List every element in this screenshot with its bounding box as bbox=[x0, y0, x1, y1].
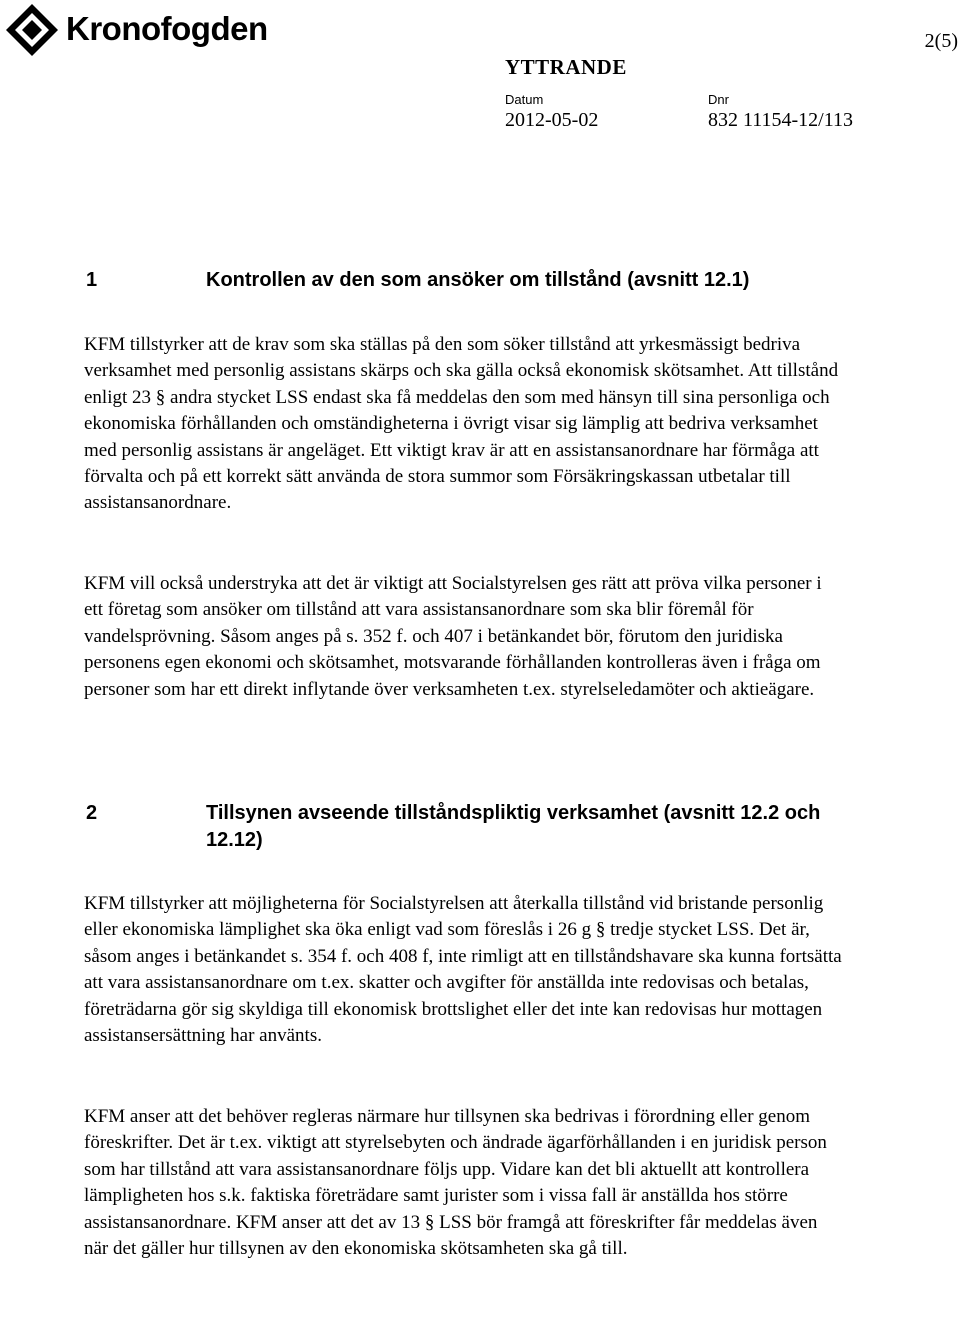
section-heading-2 bbox=[86, 800, 846, 854]
kronofogden-diamond-icon bbox=[4, 2, 60, 58]
date-value: 2012-05-02 bbox=[505, 109, 599, 131]
section-title: Tillsynen avseende tillståndspliktig verksamhet (avsnitt 12.2 och 12.12) bbox=[206, 802, 821, 851]
date-label: Datum bbox=[505, 92, 544, 107]
paragraph: KFM anser att det behöver regleras närmare hur tillsynen ska bedrivas i förordning eller genom föreskrifter. Det är t.ex. viktigt att styrelsebyten och ändrade ägarförhållanden i en juridisk person som har tillstånd att vara assistansanordnare följs upp. Vidare kan det bli aktuellt att kontrollera lämpligheten hos s.k. faktiska företrädare samt jurister som i vissa fall är anställda hos större assistansanordnare. KFM anser att det av 13 § LSS bör framgå att föreskrifter får meddelas även när det gäller hur tillsynen av den ekonomiska skötsamheten ska gå till. bbox=[84, 1106, 827, 1260]
paragraph: KFM tillstyrker att de krav som ska ställas på den som söker tillstånd att yrkesmässigt bedriva verksamhet med personlig assistans skärps och ska gälla också ekonomisk skötsamhet. Att tillstånd enligt 23 § andra stycket LSS endast ska få meddelas den som med hänsyn till sina personliga och ekonomiska förhållanden och omständigheterna i övrigt visar sig lämplig att bedriva verksamhet med personlig assistans är angeläget. Ett viktigt krav är att en assistansanordnare har förmåga att förvalta och på ett korrekt sätt använda de stora summor som Försäkringskassan utbetalar till assistansanordnare. bbox=[84, 334, 839, 514]
section-number: 1 bbox=[86, 269, 98, 291]
logo-text: Kronofogden bbox=[66, 10, 268, 47]
paragraph: KFM vill också understryka att det är viktigt att Socialstyrelsen ges rätt att pröva vilka personer i ett företag som ansöker om tillstånd att vara assistansanordnare som ska blir föremål för vandelsprövning. Såsom anges på s. 352 f. och 407 i betänkandet bör, förutom den juridiska personens egen ekonomi och skötsamhet, motsvarande förhållanden kontrolleras även i fråga om personer som har ett direkt inflytande över verksamheten t.ex. styrelseledamöter och aktieägare. bbox=[84, 573, 822, 700]
paragraph: KFM tillstyrker att möjligheterna för Socialstyrelsen att återkalla tillstånd vid bristande personlig eller ekonomiska lämplighet ska öka enligt vad som föreslås i 26 g § tredje stycket LSS. Det är, såsom anges i betänkandet s. 354 f. och 408 f, inte rimligt att en tillståndshavare ska kunna fortsätta att vara assistansanordnare om t.ex. skatter och avgifter för anställda inte redovisas och betalas, företrädarna gör sig skyldiga till ekonomisk brottslighet eller det inte kan redovisas hur mottagen assistansersättning har använts. bbox=[84, 893, 842, 1047]
document-type: YTTRANDE bbox=[505, 55, 627, 79]
page-number: 2(5) bbox=[924, 30, 958, 52]
section-number: 2 bbox=[86, 802, 98, 824]
dnr-value: 832 11154-12/113 bbox=[708, 109, 853, 131]
kronofogden-logo bbox=[4, 2, 268, 58]
section-title: Kontrollen av den som ansöker om tillstånd (avsnitt 12.1) bbox=[206, 269, 750, 291]
section-heading-1 bbox=[86, 267, 846, 294]
dnr-label: Dnr bbox=[708, 92, 729, 107]
